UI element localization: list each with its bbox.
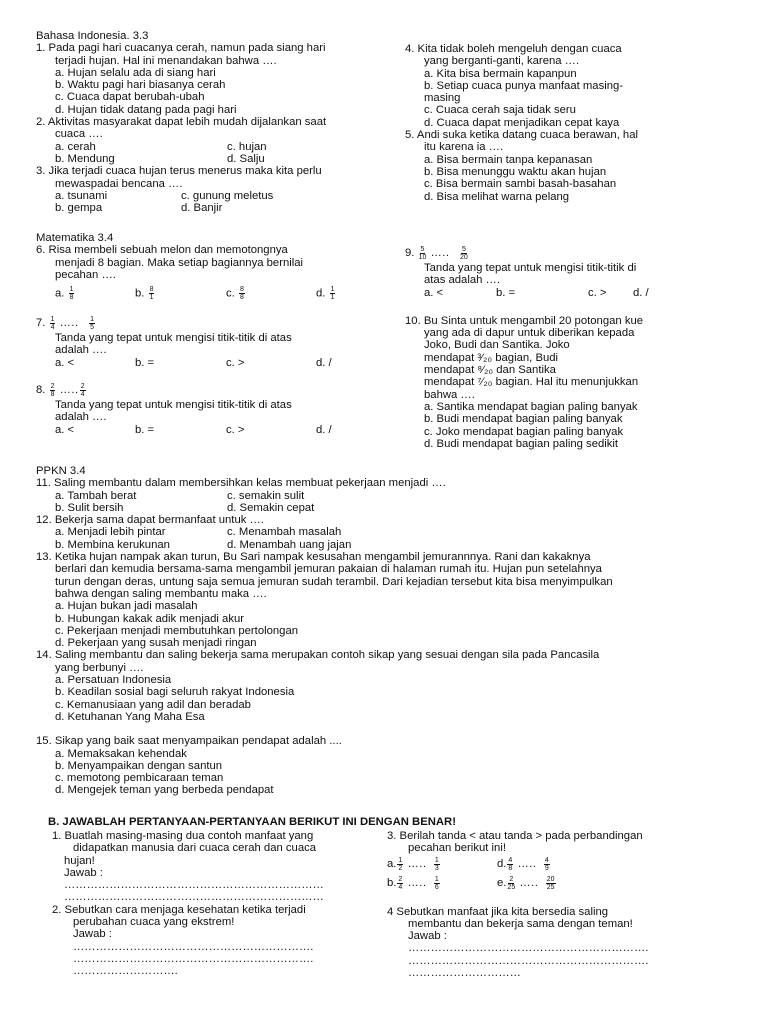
option-d: d. / [316, 423, 332, 436]
answer-line[interactable]: ………………………………………………………. [73, 940, 314, 953]
option-a: a. Bisa bermain tanpa kepanasan [424, 153, 593, 166]
question-text: yang ada di dapur untuk diberikan kepada [424, 327, 635, 340]
essay-header: B. JAWABLAH PERTANYAAN-PERTANYAAN BERIKUT INI DENGAN BENAR! [48, 816, 456, 828]
bi-right-column [405, 43, 735, 203]
question-text: didapatkan manusia dari cuaca cerah dan cuaca [73, 842, 317, 855]
option-b: b. $\frac{8}{1}$ [135, 285, 154, 301]
question-text: 15. Sikap yang baik saat menyampaikan pendapat adalah .... [36, 735, 342, 748]
question-3 [36, 165, 376, 214]
question-text: Tanda yang tepat untuk mengisi titik-titik di atas [55, 332, 292, 345]
option-c: c. memotong pembicaraan teman [55, 772, 224, 785]
question-text: bahwa …. [424, 388, 475, 401]
question-6 [36, 244, 381, 302]
question-text: hujan! [64, 854, 95, 867]
item-a: a. 1 2 ….. 1 3 [387, 856, 439, 872]
item-d: d. 4 8 ….. 4 9 [497, 856, 549, 872]
mtk-left-column [36, 232, 381, 436]
option-b: b. Membina kerukunan [55, 538, 170, 551]
option-a: a. tsunami [55, 189, 108, 202]
option-d: d. Mengejek teman yang berbeda pendapat [55, 784, 274, 797]
option-d: d. Ketuhanan Yang Maha Esa [55, 710, 205, 723]
option-a: a. < [424, 286, 444, 299]
option-a: a. Santika mendapat bagian paling banyak [424, 400, 638, 413]
question-text: 6. Risa membeli sebuah melon dan memotongnya [36, 244, 288, 257]
option-c: c. Menambah masalah [227, 526, 342, 539]
option-b: b. Budi mendapat bagian paling banyak [424, 413, 623, 426]
option-d: d. Menambah uang jajan [227, 538, 352, 551]
question-text: bahwa dengan saling membantu maka …. [55, 587, 267, 600]
essay-question-2 [52, 904, 362, 978]
option-b: b. Menyampaikan dengan santun [55, 759, 223, 772]
bi-left-column [36, 30, 376, 214]
option-b: b. = [496, 286, 516, 299]
question-4 [405, 43, 735, 129]
question-14 [36, 649, 736, 723]
question-1 [36, 42, 376, 116]
option-a: a. Menjadi lebih pintar [55, 526, 166, 539]
question-text: Tanda yang tepat untuk mengisi titik-titik di [424, 262, 637, 274]
option-b: b. Setiap cuaca punya manfaat masing- [424, 79, 624, 92]
question-text: terjadi hujan. Hal ini menandakan bahwa …. [55, 54, 277, 67]
question-text: 4. Kita tidak boleh mengeluh dengan cuaca [405, 43, 622, 55]
option-d: d. $\frac{1}{1}$ [316, 285, 335, 301]
option-b-cont: masing [424, 92, 461, 105]
option-d: d. Banjir [181, 202, 223, 215]
option-d: d. Bisa melihat warna pelang [424, 190, 570, 203]
question-text: berlari dan kemudia bersama-sama mengambil jemuran pakaian di halaman rumah itu. Hujan pun setelahnya [55, 563, 602, 576]
option-c: c. hujan [227, 140, 267, 153]
option-c: c. > [226, 423, 245, 436]
question-text: 14. Saling membantu dan saling bekerja sama merupakan contoh sikap yang sesuai dengan sila pada Pancasila [36, 649, 600, 662]
option-a: a. Persatuan Indonesia [55, 674, 172, 687]
option-b: b. Bisa menunggu waktu akan hujan [424, 165, 607, 178]
option-c: c. Joko mendapat bagian paling banyak [424, 425, 624, 438]
option-d: d. / [316, 356, 332, 369]
question-text: 2. Sebutkan cara menjaga kesehatan ketika terjadi [52, 903, 306, 916]
essay-right-column [387, 830, 687, 979]
option-b: b. = [135, 356, 155, 369]
section-header-ppkn: PPKN 3.4 [36, 465, 86, 477]
option-a: a. cerah [55, 140, 96, 153]
question-text: yang berbunyi …. [55, 661, 144, 674]
question-text: 5. Andi suka ketika datang cuaca berawan, hal [405, 129, 638, 142]
question-text: mewaspadai bencana …. [55, 177, 183, 190]
question-15 [36, 735, 736, 796]
question-5 [405, 129, 735, 203]
question-text: atas adalah …. [424, 274, 500, 287]
option-a: a. < [55, 423, 75, 436]
answer-line[interactable]: ………………………………………………………. [408, 942, 649, 955]
question-text: yang berganti-ganti, karena …. [424, 55, 580, 68]
option-d: d. Salju [227, 152, 265, 165]
question-7 [36, 314, 381, 369]
option-b: b. Keadilan sosial bagi seluruh rakyat Indonesia [55, 686, 295, 699]
question-text: Joko, Budi dan Santika. Joko [424, 339, 570, 352]
question-text: turun dengan deras, untung saja semua jemuran sudah terambil. Dari kejadian tersebut kita bisa menyimpulkan [55, 575, 613, 588]
section-header-bahasa-indonesia: Bahasa Indonesia. 3.3 [36, 30, 149, 42]
question-text: 12. Bekerja sama dapat bermanfaat untuk …. [36, 514, 264, 527]
answer-line[interactable]: ………………………… [408, 967, 521, 980]
question-10 [405, 315, 745, 450]
question-text: pecahan berikut ini! [408, 842, 506, 855]
option-c: c. gunung meletus [181, 189, 274, 202]
question-text: 2. Aktivitas masyarakat dapat lebih mudah dijalankan saat [36, 116, 327, 129]
option-c: c. > [226, 356, 245, 369]
question-text: Tanda yang tepat untuk mengisi titik-titik di atas [55, 399, 292, 412]
question-text: 1. Buatlah masing-masing dua contoh manfaat yang [52, 830, 314, 842]
question-text: 13. Ketika hujan nampak akan turun, Bu Sari nampak kesusahan mengambil jemurannnya. Rani dan kakaknya [36, 551, 591, 564]
option-c: c. semakin sulit [227, 489, 305, 502]
question-text: 3. Jika terjadi cuaca hujan terus menerus maka kita perlu [36, 165, 322, 178]
essay-question-4 [387, 906, 687, 980]
question-text: 10. Bu Sinta untuk mengambil 20 potongan kue [405, 314, 644, 327]
option-b: b. Sulit bersih [55, 501, 124, 514]
option-a: a. < [55, 356, 75, 369]
option-c: c. Cuaca dapat berubah-ubah [55, 91, 205, 104]
question-text: membantu dan bekerja sama dengan teman! [408, 917, 633, 930]
option-b: b. Waktu pagi hari biasanya cerah [55, 79, 226, 92]
option-d: d. Pekerjaan yang susah menjadi ringan [55, 637, 257, 650]
answer-line[interactable]: …………………………………………………………… [64, 891, 324, 904]
option-c: c. Pekerjaan menjadi membutuhkan pertolongan [55, 624, 299, 637]
answer-label: Jawab : [408, 930, 447, 943]
option-b: b. Mendung [55, 152, 115, 165]
answer-label: Jawab : [64, 866, 103, 879]
option-d: d. Budi mendapat bagian paling sedikit [424, 437, 619, 450]
option-a: a. Tambah berat [55, 489, 137, 502]
question-8 [36, 381, 381, 436]
mtk-right-column [405, 244, 745, 450]
question-text: mendapat ³⁄₂₀ bagian, Budi [424, 351, 559, 364]
option-c: c. > [588, 286, 607, 299]
option-d: d. / [633, 286, 649, 299]
question-fraction-line: 9. 5 10 ….. 5 20 [405, 245, 468, 261]
option-a: a. Kita bisa bermain kapanpun [424, 67, 577, 80]
question-2 [36, 116, 376, 165]
question-12 [36, 514, 736, 551]
essay-question-1 [52, 830, 362, 904]
option-a: a. Hujan bukan jadi masalah [55, 600, 198, 613]
option-b: b. Hubungan kakak adik menjadi akur [55, 612, 245, 625]
option-a: a. Hujan selalu ada di siang hari [55, 66, 216, 79]
essay-question-3 [387, 830, 687, 893]
answer-line[interactable]: ………………………. [73, 965, 178, 978]
item-b: b. 2 4 ….. 1 6 [387, 875, 439, 891]
question-text: itu karena ia …. [424, 141, 504, 154]
essay-left-column [52, 830, 362, 978]
question-text: adalah …. [55, 344, 107, 357]
question-text: adalah …. [55, 411, 107, 424]
item-e: e. 2 25 ….. 20 25 [497, 875, 555, 891]
question-text: menjadi 8 bagian. Maka setiap bagiannya bernilai [55, 256, 304, 269]
answer-line[interactable]: …………………………………………………………… [64, 879, 324, 892]
option-c: c. Bisa bermain sambi basah-basahan [424, 178, 617, 191]
question-fraction-line: 8. 2 8 ….. 2 4 [36, 382, 85, 398]
question-11 [36, 477, 736, 514]
answer-line[interactable]: ………………………………………………………. [408, 954, 649, 967]
question-text: cuaca …. [55, 128, 103, 141]
question-text: 11. Saling membantu dalam membersihkan kelas membuat pekerjaan menjadi …. [36, 477, 446, 490]
question-text: 4 Sebutkan manfaat jika kita bersedia saling [387, 905, 609, 918]
section-header-matematika: Matematika 3.4 [36, 232, 114, 244]
option-b: b. = [135, 423, 155, 436]
option-d: d. Semakin cepat [227, 501, 315, 514]
ppkn-section [36, 465, 736, 797]
option-a: a. $\frac{1}{8}$ [55, 285, 74, 301]
question-13 [36, 551, 736, 649]
question-text: pecahan …. [55, 268, 116, 281]
question-fraction-line: 7. 1 4 ….. 1 5 [36, 315, 95, 331]
answer-line[interactable]: ………………………………………………………. [73, 952, 314, 965]
option-a: a. Memaksakan kehendak [55, 747, 187, 760]
option-c: c. $\frac{8}{8}$ [226, 285, 244, 301]
option-d: d. Cuaca dapat menjadikan cepat kaya [424, 116, 620, 129]
question-text: perubahan cuaca yang ekstrem! [73, 916, 235, 929]
question-text: mendapat ⁷⁄₂₀ bagian. Hal itu menunjukkan [424, 376, 639, 389]
option-b: b. gempa [55, 202, 103, 215]
option-c: c. Cuaca cerah saja tidak seru [424, 104, 576, 117]
answer-label: Jawab : [73, 928, 112, 941]
option-d: d. Hujan tidak datang pada pagi hari [55, 103, 237, 116]
question-text: 3. Berilah tanda < atau tanda > pada perbandingan [387, 830, 643, 842]
question-text: mendapat ⁸⁄₂₀ dan Santika [424, 364, 556, 377]
question-9 [405, 244, 745, 299]
question-text: 1. Pada pagi hari cuacanya cerah, namun pada siang hari [36, 42, 326, 55]
option-c: c. Kemanusiaan yang adil dan beradab [55, 698, 251, 711]
